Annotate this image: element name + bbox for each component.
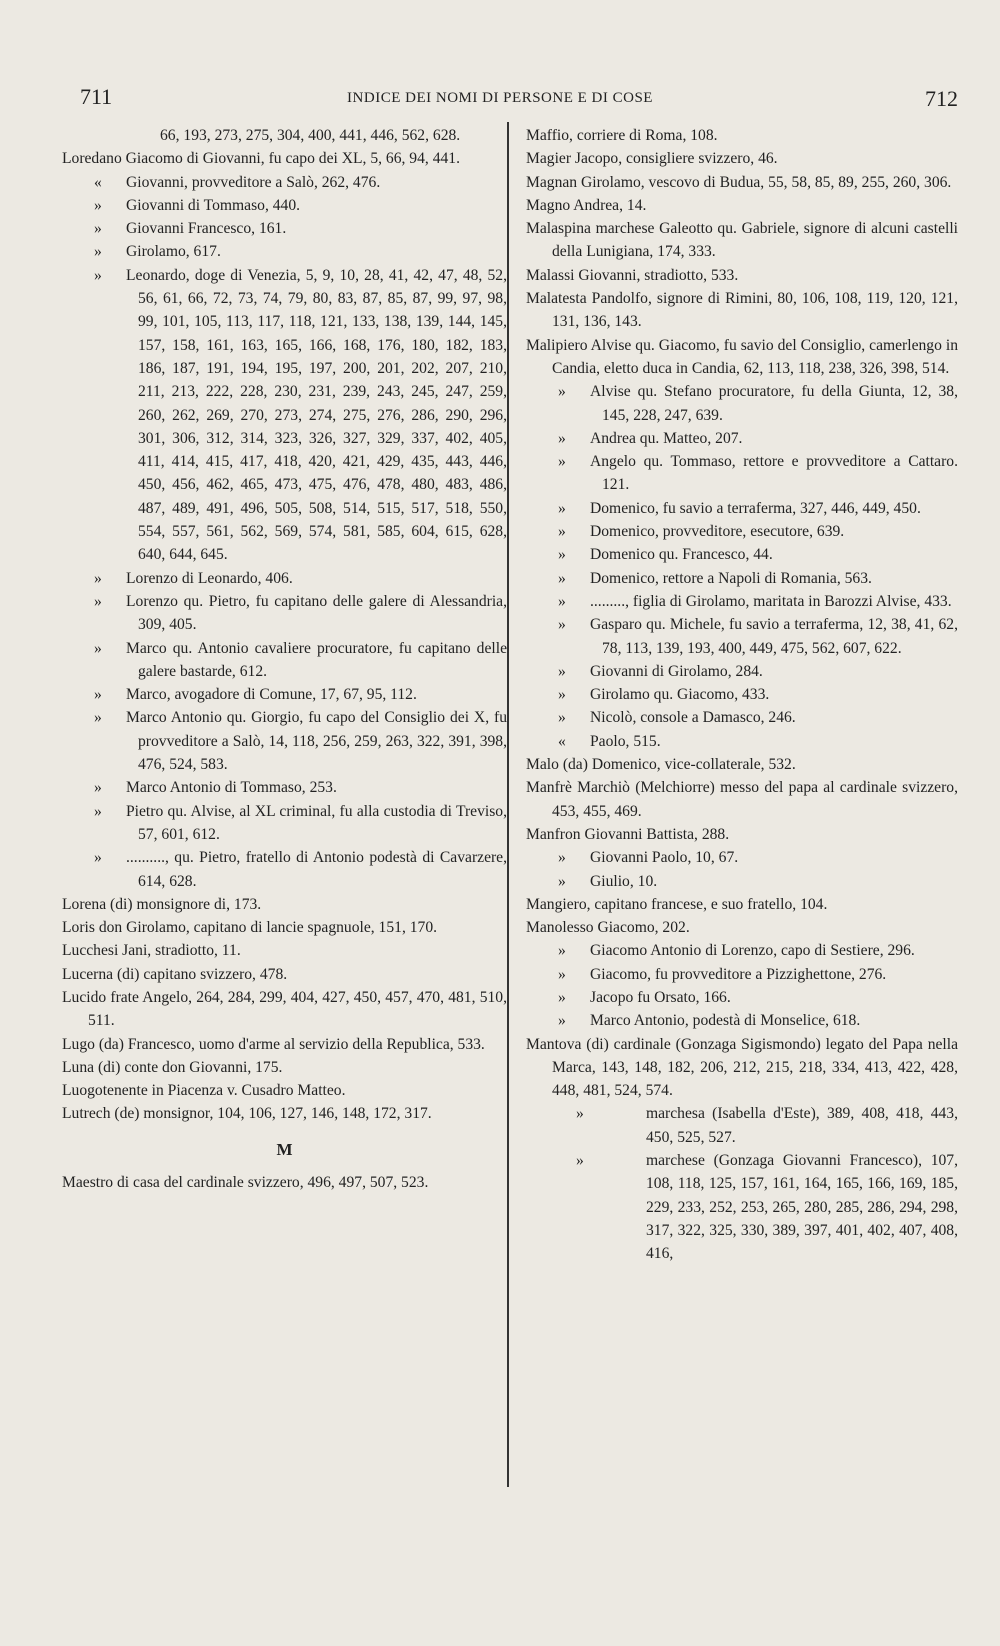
ditto-mark: »: [558, 709, 566, 727]
index-entry: Luna (di) conte don Giovanni, 175.: [62, 1058, 283, 1076]
index-entry: Mantova (di) cardinale (Gonzaga Sigismondo) legato del Papa nella Marca, 143, 148, 182, 206, 212, 215, 218, 334, 413, 422, 428, 448, 481, 524, 574.: [526, 1035, 958, 1100]
ditto-mark: »: [94, 569, 102, 587]
index-entry: Magno Andrea, 14.: [526, 196, 647, 214]
ditto-mark: »: [94, 779, 102, 797]
entry-text: Domenico, rettore a Napoli di Romania, 563.: [590, 569, 872, 587]
index-entry: Manfron Giovanni Battista, 288.: [526, 825, 730, 843]
ditto-mark: »: [558, 849, 566, 867]
ditto-mark: »: [576, 1152, 584, 1170]
entry-text: Marco Antonio di Tommaso, 253.: [126, 779, 337, 797]
ditto-mark: »: [558, 592, 566, 610]
index-entry: Malipiero Alvise qu. Giacomo, fu savio del Consiglio, camerlengo in Candia, eletto duca in Candia, 62, 113, 118, 238, 326, 398, 514.: [526, 336, 958, 377]
ditto-mark: »: [94, 709, 102, 727]
index-entry: [62, 171, 507, 194]
left-index-column: [62, 124, 507, 1194]
index-entry: Maestro di casa del cardinale svizzero, 496, 497, 507, 523.: [62, 1174, 429, 1192]
index-entry: Magier Jacopo, consigliere svizzero, 46.: [526, 150, 778, 168]
index-entry: [526, 450, 958, 497]
index-entry: [526, 660, 958, 683]
index-entry: [62, 567, 507, 590]
ditto-mark: »: [558, 942, 566, 960]
index-entry: [62, 800, 507, 847]
entry-text: Domenico qu. Francesco, 44.: [590, 546, 773, 564]
index-entry: [62, 590, 507, 637]
index-entry: Lucido frate Angelo, 264, 284, 299, 404, 427, 450, 457, 470, 481, 510, 511.: [62, 988, 507, 1030]
index-entry: [62, 637, 507, 684]
index-entry: Luogotenente in Piacenza v. Cusadro Matteo.: [62, 1082, 346, 1100]
index-entry: [526, 613, 958, 660]
entry-text: Jacopo fu Orsato, 166.: [590, 988, 731, 1006]
entry-text: Gasparo qu. Michele, fu savio a terraferma, 12, 38, 41, 62, 78, 113, 139, 193, 400, 449, 475, 562, 607, 622.: [590, 616, 958, 657]
ditto-mark: »: [94, 592, 102, 610]
index-entry: [526, 963, 958, 986]
ditto-mark: »: [558, 569, 566, 587]
index-entry: [526, 986, 958, 1009]
index-entry: Maffio, corriere di Roma, 108.: [526, 127, 718, 144]
ditto-mark: »: [94, 686, 102, 704]
ditto-mark: »: [576, 1105, 584, 1123]
entry-text: marchese (Gonzaga Giovanni Francesco), 107, 108, 118, 125, 157, 161, 164, 165, 166, 169, 185, 229, 233, 252, 253, 265, 280, 285, 286, 294, 298, 317, 322, 325, 330, 389, 397, 401, 402, 407, 408, 416,: [646, 1152, 958, 1263]
index-entry: [526, 1102, 958, 1149]
ditto-mark: »: [94, 220, 102, 238]
ditto-mark: »: [558, 499, 566, 517]
ditto-mark: »: [94, 639, 102, 657]
ditto-mark: »: [94, 243, 102, 261]
index-entry: [526, 730, 958, 753]
index-entry: [526, 846, 958, 869]
index-entry: Malatesta Pandolfo, signore di Rimini, 80, 106, 108, 119, 120, 121, 131, 136, 143.: [526, 290, 958, 331]
entry-text: Alvise qu. Stefano procuratore, fu della Giunta, 12, 38, 145, 228, 247, 639.: [590, 383, 958, 424]
entry-text: Angelo qu. Tommaso, rettore e provveditore a Cattaro. 121.: [590, 453, 958, 494]
ditto-mark: »: [558, 453, 566, 471]
column-divider: [507, 122, 509, 1487]
index-entry: [526, 683, 958, 706]
ditto-mark: »: [94, 266, 102, 284]
index-entry: [526, 427, 958, 450]
ditto-mark: »: [558, 988, 566, 1006]
entry-text: Paolo, 515.: [590, 732, 661, 750]
index-entry: [62, 776, 507, 799]
index-entry: [526, 870, 958, 893]
page-number-left: 711: [80, 84, 113, 109]
page-header: [0, 84, 1000, 114]
entry-text: Leonardo, doge di Venezia, 5, 9, 10, 28, 41, 42, 47, 48, 52, 56, 61, 66, 72, 73, 74, 79, 80, 83, 87, 85, 87, 99, 97, 98, 99, 101, 105, 113, 117, 118, 121, 133, 138, 139, 144, 145, 157, 158, 161, 163, 165, 166, 168, 176, 180, 182, 183, 186, 187, 191, 194, 195, 197, 200, 201, 202, 207, 210, 211, 213, 222, 228, 230, 231, 239, 243, 245, 247, 259, 260, 262, 269, 270, 273, 274, 275, 276, 286, 290, 296, 301, 306, 312, 314, 323, 326, 327, 329, 337, 402, 405, 411, 414, 415, 417, 418, 420, 421, 429, 435, 443, 446, 450, 456, 462, 465, 473, 475, 476, 478, 480, 483, 486, 487, 489, 491, 496, 505, 508, 514, 515, 517, 518, 550, 554, 557, 561, 562, 569, 574, 581, 585, 604, 615, 628, 640, 644, 645.: [126, 266, 507, 564]
index-entry: Loredano Giacomo di Giovanni, fu capo dei XL, 5, 66, 94, 441.: [62, 150, 460, 168]
entry-text: Giovanni di Tommaso, 440.: [126, 196, 301, 214]
entry-text: ........., figlia di Girolamo, maritata in Barozzi Alvise, 433.: [590, 592, 952, 610]
ditto-mark: «: [558, 732, 566, 750]
entry-text: Pietro qu. Alvise, al XL criminal, fu alla custodia di Treviso, 57, 601, 612.: [126, 802, 507, 843]
entry-text: Girolamo qu. Giacomo, 433.: [590, 686, 770, 704]
right-index-column: [526, 124, 958, 1266]
ditto-mark: »: [558, 383, 566, 401]
entry-text: Giulio, 10.: [590, 872, 658, 890]
ditto-mark: »: [558, 546, 566, 564]
entry-text: Giovanni di Girolamo, 284.: [590, 662, 763, 680]
ditto-mark: »: [94, 849, 102, 867]
index-entry: Lorena (di) monsignore di, 173.: [62, 895, 262, 913]
index-entry: [526, 1009, 958, 1032]
page-number-right: 712: [925, 86, 958, 111]
index-entry: Malassi Giovanni, stradiotto, 533.: [526, 266, 739, 284]
index-entry: [526, 543, 958, 566]
index-entry: Lucerna (di) capitano svizzero, 478.: [62, 965, 288, 983]
entry-text: Domenico, fu savio a terraferma, 327, 446, 449, 450.: [590, 499, 921, 517]
entry-text: Marco, avogadore di Comune, 17, 67, 95, 112.: [126, 686, 417, 704]
entry-text: Giovanni Paolo, 10, 67.: [590, 849, 739, 867]
ditto-mark: »: [558, 872, 566, 890]
index-entry: [526, 567, 958, 590]
ditto-mark: «: [94, 173, 102, 191]
ditto-mark: »: [558, 1012, 566, 1030]
index-entry: Mangiero, capitano francese, e suo fratello, 104.: [526, 895, 828, 913]
ditto-mark: »: [558, 523, 566, 541]
entry-text: Marco qu. Antonio cavaliere procuratore, fu capitano delle galere bastarde, 612.: [126, 639, 507, 680]
index-entry: Malo (da) Domenico, vice-collaterale, 532.: [526, 756, 796, 774]
section-letter: M: [276, 1139, 293, 1159]
index-entry: [62, 240, 507, 263]
index-entry: [526, 706, 958, 729]
entry-text: Giacomo, fu provveditore a Pizzighettone, 276.: [590, 965, 887, 983]
index-entry: Lutrech (de) monsignor, 104, 106, 127, 146, 148, 172, 317.: [62, 1105, 432, 1123]
index-entry: [526, 497, 958, 520]
index-entry: Manfrè Marchiò (Melchiorre) messo del papa al cardinale svizzero, 453, 455, 469.: [526, 779, 958, 820]
index-entry: [526, 590, 958, 613]
ditto-mark: »: [558, 965, 566, 983]
index-entry: [526, 939, 958, 962]
entry-text: Lorenzo qu. Pietro, fu capitano delle galere di Alessandria, 309, 405.: [126, 592, 507, 634]
index-entry: [62, 683, 507, 706]
index-entry: [526, 380, 958, 427]
ditto-mark: »: [94, 196, 102, 214]
entry-text: 66, 193, 273, 275, 304, 400, 441, 446, 562, 628.: [160, 127, 461, 144]
entry-text: Domenico, provveditore, esecutore, 639.: [590, 523, 845, 541]
entry-text: Giovanni, provveditore a Salò, 262, 476.: [126, 173, 381, 191]
index-entry: Lucchesi Jani, stradiotto, 11.: [62, 942, 241, 960]
ditto-mark: »: [558, 429, 566, 447]
index-entry: [62, 706, 507, 776]
index-entry: [62, 846, 507, 893]
index-entry: Malaspina marchese Galeotto qu. Gabriele, signore di alcuni castelli della Lunigiana, 174, 333.: [526, 220, 958, 261]
ditto-mark: »: [558, 662, 566, 680]
entry-text: Nicolò, console a Damasco, 246.: [590, 709, 796, 727]
running-title: INDICE DEI NOMI DI PERSONE E DI COSE: [347, 90, 653, 106]
index-entry: [62, 264, 507, 567]
entry-text: Marco Antonio qu. Giorgio, fu capo del Consiglio dei X, fu provveditore a Salò, 14, 118, 256, 259, 263, 322, 391, 398, 476, 524, 583.: [126, 709, 507, 774]
index-entry: Lugo (da) Francesco, uomo d'arme al servizio della Republica, 533.: [62, 1035, 485, 1053]
entry-text: Giovanni Francesco, 161.: [126, 220, 287, 238]
ditto-mark: »: [558, 686, 566, 704]
entry-text: Lorenzo di Leonardo, 406.: [126, 569, 293, 587]
entry-text: Girolamo, 617.: [126, 243, 221, 261]
index-entry: Loris don Girolamo, capitano di lancie spagnuole, 151, 170.: [62, 919, 438, 937]
index-entry: [526, 1149, 958, 1265]
index-entry: Magnan Girolamo, vescovo di Budua, 55, 58, 85, 89, 255, 260, 306.: [526, 173, 952, 191]
index-entry: Manolesso Giacomo, 202.: [526, 919, 690, 937]
entry-text: marchesa (Isabella d'Este), 389, 408, 418, 443, 450, 525, 527.: [646, 1105, 958, 1146]
ditto-mark: »: [558, 616, 566, 634]
entry-text: Marco Antonio, podestà di Monselice, 618.: [590, 1012, 861, 1030]
index-entry: [62, 217, 507, 240]
index-entry: [62, 124, 507, 147]
index-entry: [62, 194, 507, 217]
ditto-mark: »: [94, 802, 102, 820]
entry-text: Andrea qu. Matteo, 207.: [590, 429, 743, 447]
entry-text: Giacomo Antonio di Lorenzo, capo di Sestiere, 296.: [590, 942, 915, 960]
entry-text: .........., qu. Pietro, fratello di Antonio podestà di Cavarzere, 614, 628.: [126, 849, 507, 890]
index-entry: [526, 520, 958, 543]
